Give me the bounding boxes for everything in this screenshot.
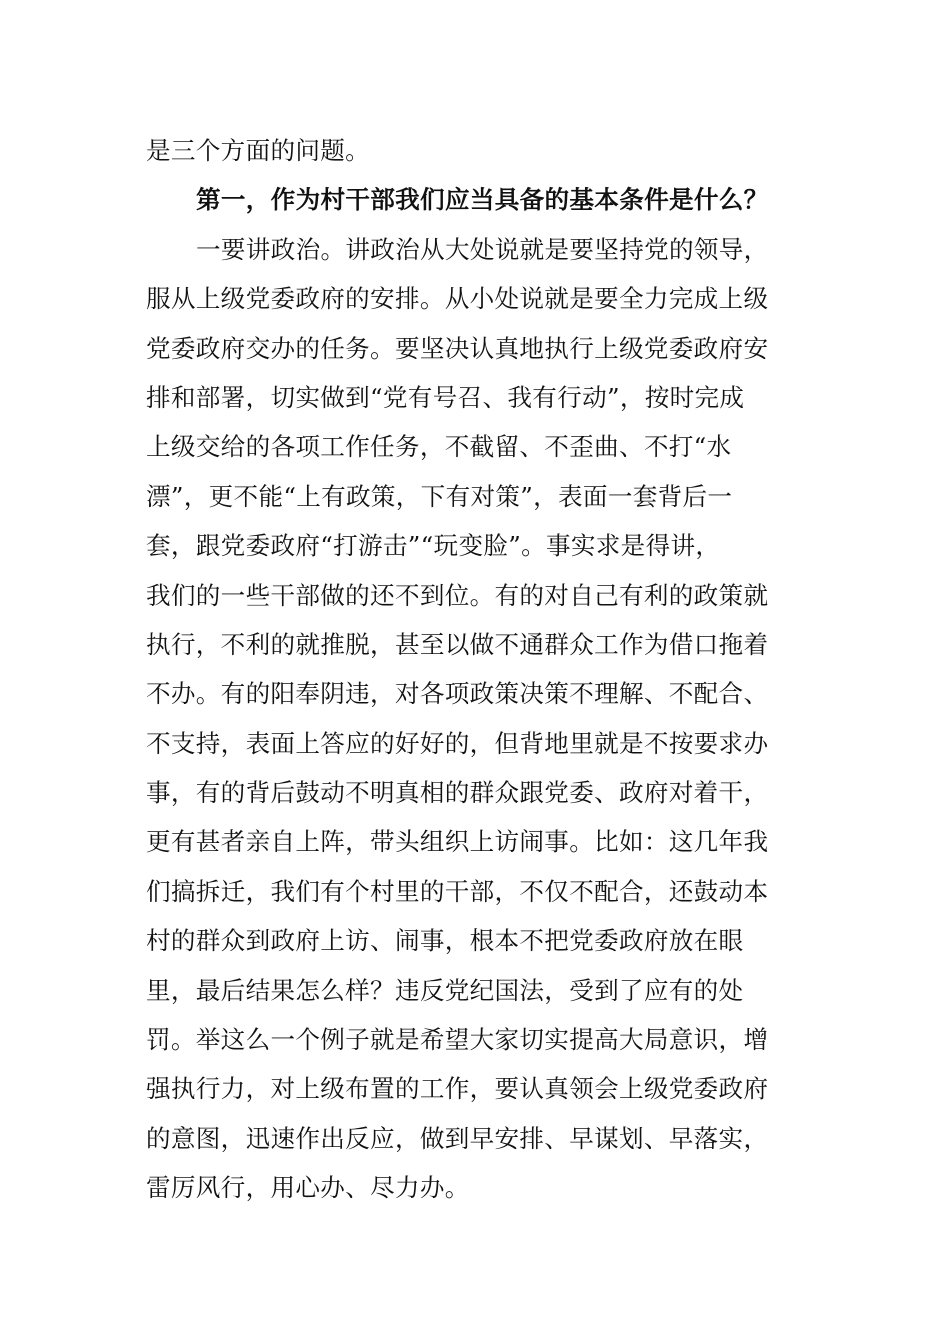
text-line: 是三个方面的问题。 [146,136,371,165]
text-line: 一要讲政治。讲政治从大处说就是要坚持党的领导， [196,234,769,264]
text-line: 党委政府交办的任务。要坚决认真地执行上级党委政府安 [146,333,769,363]
text-line: 们搞拆迁，我们有个村里的干部，不仅不配合，还鼓动本 [146,876,769,906]
text-line: 事，有的背后鼓动不明真相的群众跟党委、政府对着干， [146,778,769,808]
text-line: 村的群众到政府上访、闹事，根本不把党委政府放在眼 [146,926,744,956]
text-line: 里，最后结果怎么样？违反党纪国法，受到了应有的处 [146,975,744,1005]
text-line: 的意图，迅速作出反应，做到早安排、早谋划、早落实， [146,1123,769,1153]
text-line: 套，跟党委政府“打游击”“玩变脸”。事实求是得讲， [146,531,721,561]
text-line: 执行，不利的就推脱，甚至以做不通群众工作为借口拖着 [146,629,769,659]
text-line: 漂”，更不能“上有政策，下有对策”，表面一套背后一 [146,481,733,511]
text-line: 不支持，表面上答应的好好的，但背地里就是不按要求办 [146,728,769,758]
text-line: 服从上级党委政府的安排。从小处说就是要全力完成上级 [146,284,769,314]
text-line: 更有甚者亲自上阵，带头组织上访闹事。比如：这几年我 [146,827,769,857]
text-line: 强执行力，对上级布置的工作，要认真领会上级党委政府 [146,1074,769,1104]
text-line: 不办。有的阳奉阴违，对各项政策决策不理解、不配合、 [146,679,769,709]
section-heading: 第一，作为村干部我们应当具备的基本条件是什么？ [196,185,769,215]
text-line: 上级交给的各项工作任务，不截留、不歪曲、不打“水 [146,432,732,462]
text-line: 我们的一些干部做的还不到位。有的对自己有利的政策就 [146,580,769,610]
text-line: 罚。举这么一个例子就是希望大家切实提高大局意识，增 [146,1025,769,1055]
document-body [146,126,786,1213]
text-line: 雷厉风行，用心办、尽力办。 [146,1173,470,1203]
text-line: 排和部署，切实做到“党有号召、我有行动”，按时完成 [146,382,745,412]
